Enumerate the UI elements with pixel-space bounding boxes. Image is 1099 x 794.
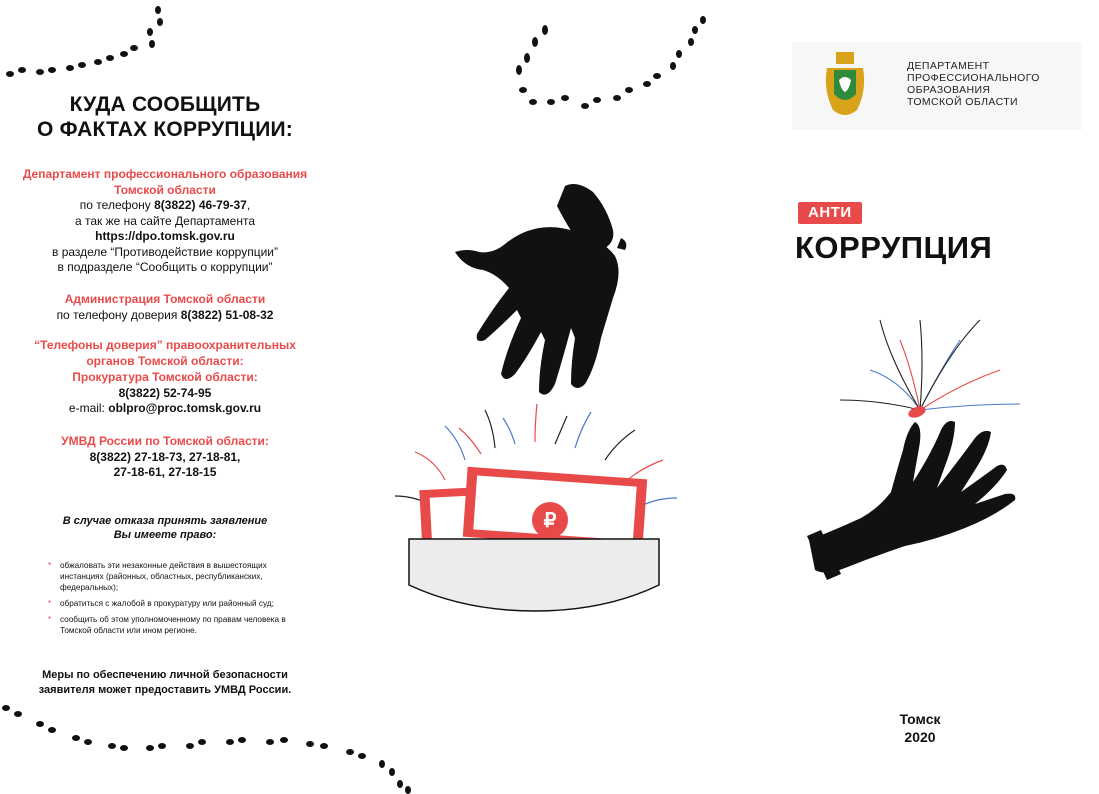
rights-heading-2: Вы имеете право: bbox=[113, 529, 217, 541]
bullet-text: обратиться с жалобой в прокуратуру или районный суд; bbox=[60, 599, 274, 608]
footprints-icon bbox=[0, 700, 420, 794]
left-panel bbox=[0, 0, 330, 794]
email-prefix: e-mail: bbox=[68, 401, 109, 415]
umvd-phones-2[interactable]: 27-18-61, 27-18-15 bbox=[113, 465, 217, 479]
list-item bbox=[48, 598, 298, 609]
page-title: КОРРУПЦИЯ bbox=[795, 230, 993, 265]
safety-note-1: Меры по обеспечению личной безопасности bbox=[42, 669, 288, 681]
dept-section-text: в разделе “Противодействие коррупции” bbox=[51, 244, 278, 259]
list-item bbox=[48, 560, 298, 593]
dept-org-line-1: Департамент профессионального образования bbox=[22, 167, 308, 181]
dept-name-line: ДЕПАРТАМЕНТ bbox=[907, 60, 990, 72]
dept-org-line-2: Томской области bbox=[114, 182, 216, 197]
safety-note bbox=[20, 668, 310, 698]
dept-name-line: ОБРАЗОВАНИЯ bbox=[907, 84, 991, 96]
dept-name bbox=[907, 60, 1040, 108]
bullet-text: сообщить об этом уполномоченному по правам человека в Томской области или ином регионе. bbox=[60, 615, 286, 635]
contacts-heading bbox=[20, 92, 310, 142]
dept-phone-suffix: , bbox=[246, 198, 251, 212]
umvd-block bbox=[15, 434, 315, 481]
middle-panel bbox=[365, 0, 715, 794]
capsule-icon bbox=[907, 404, 927, 420]
footprints-icon bbox=[505, 10, 715, 120]
admin-phone[interactable]: 8(3822) 51-08-32 bbox=[180, 307, 274, 322]
prosecutor-title: Прокуратура Томской области: bbox=[72, 370, 258, 384]
rights-list bbox=[48, 560, 298, 641]
footprints-icon bbox=[0, 0, 330, 90]
rights-heading-1: В случае отказа принять заявление bbox=[62, 515, 268, 527]
umvd-phones-1[interactable]: 8(3822) 27-18-73, 27-18-81, bbox=[89, 449, 241, 464]
prosecutor-email[interactable]: oblpro@proc.tomsk.gov.ru bbox=[108, 401, 262, 415]
dept-url-link[interactable]: https://dpo.tomsk.gov.ru bbox=[95, 229, 235, 243]
safety-note-2: заявителя может предоставить УМВД России. bbox=[38, 684, 292, 696]
dept-name-line: ПРОФЕССИОНАЛЬНОГО bbox=[907, 72, 1040, 84]
anti-badge: АНТИ bbox=[798, 202, 862, 224]
coat-of-arms-icon bbox=[823, 50, 867, 120]
bullet-star-icon: * bbox=[48, 599, 52, 608]
pocket-illustration bbox=[405, 535, 665, 615]
admin-phone-line bbox=[15, 308, 315, 324]
hotlines-title-2: органов Томской области: bbox=[86, 353, 244, 368]
city-year bbox=[880, 710, 960, 746]
prosecutor-email-line bbox=[15, 401, 315, 417]
bullet-text: обжаловать эти незаконные действия в вышестоящих инстанциях (районных, областных, республиканских, федеральных); bbox=[60, 561, 267, 592]
admin-org: Администрация Томской области bbox=[64, 292, 266, 306]
dept-name-line: ТОМСКОЙ ОБЛАСТИ bbox=[907, 96, 1018, 108]
city: Томск bbox=[899, 711, 941, 727]
admin-phone-prefix: по телефону доверия bbox=[56, 307, 181, 322]
heading-line-2: О ФАКТАХ КОРРУПЦИИ: bbox=[37, 118, 293, 141]
dept-subsection-text: в подразделе “Сообщить о коррупции” bbox=[57, 260, 273, 274]
umvd-title: УМВД России по Томской области: bbox=[61, 434, 269, 448]
hand-illustration bbox=[445, 178, 645, 408]
hotlines-title-1: “Телефоны доверия” правоохранительных bbox=[34, 338, 296, 352]
year: 2020 bbox=[904, 729, 936, 745]
bullet-star-icon: * bbox=[48, 615, 52, 624]
dept-phone-line bbox=[15, 198, 315, 214]
hand-illustration bbox=[805, 400, 1030, 585]
bullet-star-icon: * bbox=[48, 561, 52, 570]
svg-text:₽: ₽ bbox=[543, 510, 557, 532]
dept-contact-block bbox=[15, 167, 315, 276]
hotlines-block bbox=[15, 338, 315, 417]
list-item bbox=[48, 614, 298, 636]
heading-line-1: КУДА СООБЩИТЬ bbox=[69, 93, 261, 116]
dept-phone[interactable]: 8(3822) 46-79-37 bbox=[154, 198, 247, 212]
rights-heading bbox=[40, 514, 290, 542]
admin-contact-block bbox=[15, 292, 315, 323]
dept-site-text: а так же на сайте Департамента bbox=[74, 213, 256, 228]
prosecutor-phone[interactable]: 8(3822) 52-74-95 bbox=[118, 385, 212, 400]
dept-phone-prefix: по телефону bbox=[79, 198, 155, 212]
